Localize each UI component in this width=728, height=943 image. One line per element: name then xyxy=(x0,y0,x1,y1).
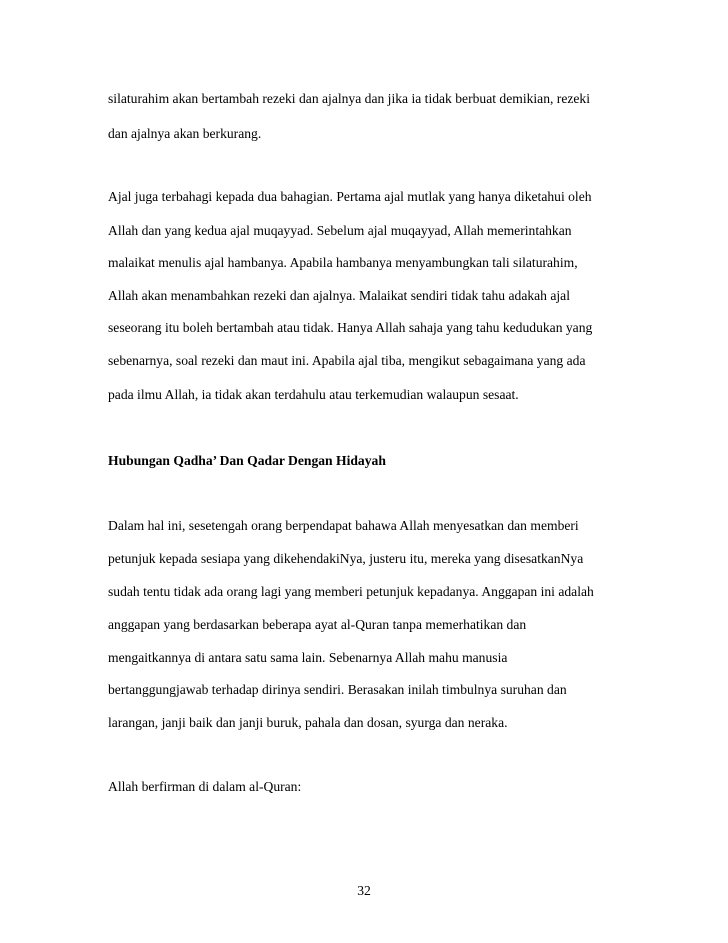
paragraph-line: petunjuk kepada sesiapa yang dikehendakiNya, justeru itu, mereka yang disesatkanNya xyxy=(108,551,584,566)
paragraph-line: Allah berfirman di dalam al-Quran: xyxy=(108,779,302,794)
paragraph-line: Allah akan menambahkan rezeki dan ajalnya. Malaikat sendiri tidak tahu adakah ajal xyxy=(108,288,570,303)
paragraph-line: sebenarnya, soal rezeki dan maut ini. Apabila ajal tiba, mengikut sebagaimana yang ada xyxy=(108,353,586,368)
paragraph-line: bertanggungjawab terhadap dirinya sendiri. Berasakan inilah timbulnya suruhan dan xyxy=(108,682,567,697)
section-heading: Hubungan Qadha’ Dan Qadar Dengan Hidayah xyxy=(108,453,386,468)
paragraph-line: Ajal juga terbahagi kepada dua bahagian. Pertama ajal mutlak yang hanya diketahui oleh xyxy=(108,189,592,204)
paragraph-line: larangan, janji baik dan janji buruk, pahala dan dosan, syurga dan neraka. xyxy=(108,715,508,730)
paragraph-line: dan ajalnya akan berkurang. xyxy=(108,126,262,141)
paragraph-line: malaikat menulis ajal hambanya. Apabila hambanya menyambungkan tali silaturahim, xyxy=(108,255,578,270)
paragraph-line: anggapan yang berdasarkan beberapa ayat al-Quran tanpa memerhatikan dan xyxy=(108,617,527,632)
paragraph-line: seseorang itu boleh bertambah atau tidak. Hanya Allah sahaja yang tahu kedudukan yang xyxy=(108,320,593,335)
paragraph-line: sudah tentu tidak ada orang lagi yang memberi petunjuk kepadanya. Anggapan ini adalah xyxy=(108,584,594,599)
paragraph-line: Dalam hal ini, sesetengah orang berpendapat bahawa Allah menyesatkan dan memberi xyxy=(108,518,579,533)
paragraph-line: mengaitkannya di antara satu sama lain. Sebenarnya Allah mahu manusia xyxy=(108,650,508,665)
paragraph-line: Allah dan yang kedua ajal muqayyad. Sebelum ajal muqayyad, Allah memerintahkan xyxy=(108,223,572,238)
paragraph-line: pada ilmu Allah, ia tidak akan terdahulu atau terkemudian walaupun sesaat. xyxy=(108,387,519,402)
page-number: 32 xyxy=(357,883,371,898)
paragraph-line: silaturahim akan bertambah rezeki dan ajalnya dan jika ia tidak berbuat demikian, rezeki xyxy=(108,91,590,106)
